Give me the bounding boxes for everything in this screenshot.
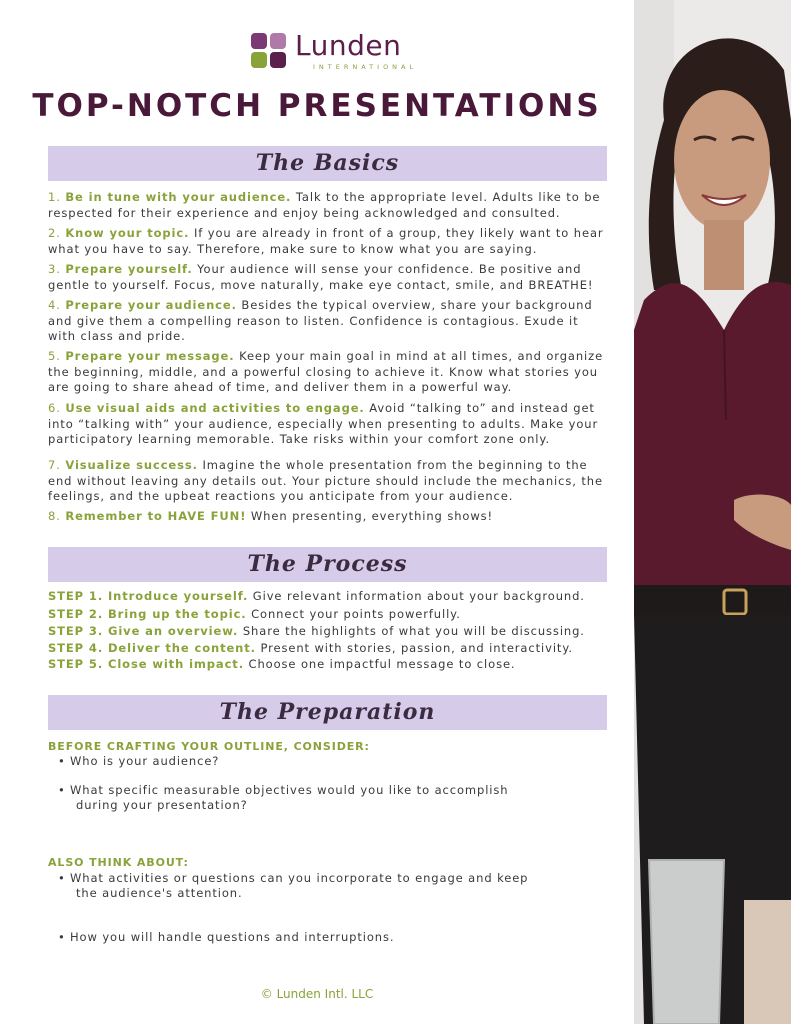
process-step <box>48 624 618 639</box>
basics-item <box>48 298 608 345</box>
item-number: 5. <box>48 349 61 363</box>
think-bullet <box>58 930 558 945</box>
basics-item <box>48 226 608 257</box>
basics-item <box>48 401 608 448</box>
item-number: 2. <box>48 226 61 240</box>
consider-bullet <box>58 783 558 813</box>
item-lead: Prepare your audience. <box>65 298 237 312</box>
item-number: 6. <box>48 401 61 415</box>
think-heading: ALSO THINK ABOUT: <box>48 856 189 869</box>
item-number: 8. <box>48 509 61 523</box>
bullet-icon: • <box>58 754 66 768</box>
bullet-text: What activities or questions can you incorporate to engage and keep <box>70 871 529 885</box>
step-lead: STEP 4. Deliver the content. <box>48 641 256 655</box>
basics-heading: The Basics <box>255 150 400 176</box>
step-text: Choose one impactful message to close. <box>243 657 516 671</box>
item-lead: Know your topic. <box>65 226 190 240</box>
presenter-photo <box>634 0 791 1024</box>
process-heading: The Process <box>247 551 408 577</box>
item-number: 4. <box>48 298 61 312</box>
process-step <box>48 607 618 622</box>
item-lead: Be in tune with your audience. <box>65 190 292 204</box>
logo-mark-icon <box>251 33 287 69</box>
item-text: Besides the typical overview, share your background and give them a compelling reason to listen. Confidence is contagious. Exude it with class and pride. <box>48 298 593 343</box>
logo-subtitle: INTERNATIONAL <box>313 63 418 71</box>
page-title: TOP-NOTCH PRESENTATIONS <box>32 88 602 124</box>
process-header <box>48 547 607 582</box>
bullet-text: How you will handle questions and interruptions. <box>70 930 395 944</box>
item-lead: Visualize success. <box>65 458 198 472</box>
item-number: 1. <box>48 190 61 204</box>
item-number: 7. <box>48 458 61 472</box>
step-lead: STEP 1. Introduce yourself. <box>48 589 249 603</box>
logo-wordmark: Lunden <box>295 29 402 62</box>
basics-item <box>48 349 608 396</box>
basics-item <box>48 509 608 525</box>
copyright-footer: © Lunden Intl. LLC <box>260 987 374 1001</box>
item-text: If you are already in front of a group, they likely want to hear what you have to say. Therefore, make sure to know what you are saying. <box>48 226 604 256</box>
bullet-icon: • <box>58 871 66 885</box>
item-text: Keep your main goal in mind at all times, and organize the beginning, middle, and a powerful closing to achieve it. Know what stories you are going to share ahead of time, and deliver them in a powerful way. <box>48 349 604 394</box>
item-text: When presenting, everything shows! <box>246 509 494 523</box>
basics-item <box>48 262 608 293</box>
bullet-text-continued: the audience's attention. <box>76 886 243 900</box>
basics-header <box>48 146 607 181</box>
bullet-text: Who is your audience? <box>70 754 220 768</box>
preparation-header <box>48 695 607 730</box>
think-bullet <box>58 871 558 901</box>
process-step <box>48 589 618 604</box>
step-text: Connect your points powerfully. <box>246 607 461 621</box>
lunden-logo <box>251 29 418 71</box>
bullet-icon: • <box>58 930 66 944</box>
item-lead: Remember to HAVE FUN! <box>65 509 247 523</box>
item-lead: Prepare yourself. <box>65 262 193 276</box>
process-step <box>48 657 618 672</box>
bullet-text: What specific measurable objectives would you like to accomplish <box>70 783 509 797</box>
item-text: Your audience will sense your confidence. Be positive and gentle to yourself. Focus, move naturally, make eye contact, smile, and BREATHE! <box>48 262 594 292</box>
step-lead: STEP 3. Give an overview. <box>48 624 239 638</box>
preparation-heading: The Preparation <box>219 699 436 725</box>
item-text: Talk to the appropriate level. Adults like to be respected for their experience and enjoy being acknowledged and consulted. <box>48 190 601 220</box>
consider-bullet <box>58 754 558 769</box>
bullet-icon: • <box>58 783 66 797</box>
item-number: 3. <box>48 262 61 276</box>
item-text: Avoid “talking to” and instead get into “talking with” your audience, especially when presenting to adults. Make your participatory learning memorable. Take risks within your comfort zone only. <box>48 401 599 446</box>
step-text: Give relevant information about your background. <box>248 589 585 603</box>
consider-heading: BEFORE CRAFTING YOUR OUTLINE, CONSIDER: <box>48 740 370 753</box>
basics-item <box>48 190 608 221</box>
presenter-illustration <box>634 0 791 1024</box>
item-lead: Use visual aids and activities to engage. <box>65 401 365 415</box>
item-text: Imagine the whole presentation from the beginning to the end without leaving any details out. Your picture should include the mechanics, the feelings, and the upbeat reactions you anticipate from your audience. <box>48 458 603 503</box>
step-text: Present with stories, passion, and interactivity. <box>255 641 573 655</box>
process-step <box>48 641 618 656</box>
step-lead: STEP 5. Close with impact. <box>48 657 244 671</box>
basics-item <box>48 458 608 505</box>
item-lead: Prepare your message. <box>65 349 235 363</box>
step-lead: STEP 2. Bring up the topic. <box>48 607 247 621</box>
step-text: Share the highlights of what you will be discussing. <box>238 624 585 638</box>
bullet-text-continued: during your presentation? <box>76 798 248 812</box>
